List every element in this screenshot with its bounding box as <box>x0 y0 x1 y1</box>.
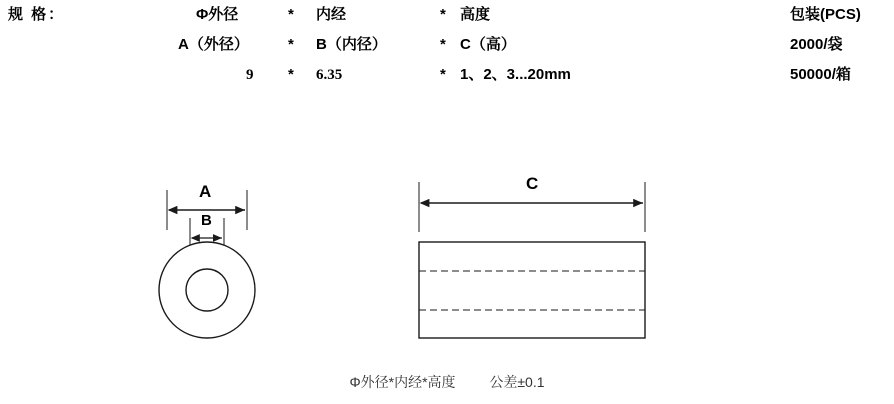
specification-table <box>0 0 894 90</box>
spec-col1-value: A（外径） <box>178 36 249 53</box>
drawing-caption <box>0 372 894 392</box>
spec-package-value: 50000/箱 <box>790 66 851 83</box>
table-row <box>0 0 894 30</box>
spec-col2-value: B（内径） <box>316 36 387 53</box>
spec-label: 规 格： <box>8 6 66 23</box>
spec-col2-header: 内经 <box>316 6 347 23</box>
caption-tolerance: 公差±0.1 <box>489 374 545 390</box>
dimension-label-a: A <box>199 182 212 201</box>
spec-col4-header: 包装(PCS) <box>790 6 861 23</box>
spec-col1-header: Φ外径 <box>196 6 239 23</box>
dimension-label-c: C <box>526 174 539 193</box>
spec-col4-value: 2000/袋 <box>790 36 843 53</box>
side-view-drawing <box>419 182 645 338</box>
spec-col3-header: 高度 <box>460 6 491 23</box>
spec-star-2: * <box>440 36 446 53</box>
spec-inner-diameter-value: 6.35 <box>316 67 343 83</box>
technical-drawings <box>0 160 894 370</box>
spec-col3-value: C（高） <box>460 36 516 53</box>
spec-star-2: * <box>440 66 446 83</box>
table-row <box>0 60 894 90</box>
caption-formula: Φ外径*内经*高度 <box>349 374 456 390</box>
spec-outer-diameter-value: 9 <box>246 67 254 83</box>
spec-star-1: * <box>288 6 294 23</box>
spec-star-2: * <box>440 6 446 23</box>
spec-star-1: * <box>288 66 294 83</box>
table-row <box>0 30 894 60</box>
spec-star-1: * <box>288 36 294 53</box>
spec-height-value: 1、2、3...20mm <box>460 66 571 83</box>
dimension-label-b: B <box>201 212 212 229</box>
